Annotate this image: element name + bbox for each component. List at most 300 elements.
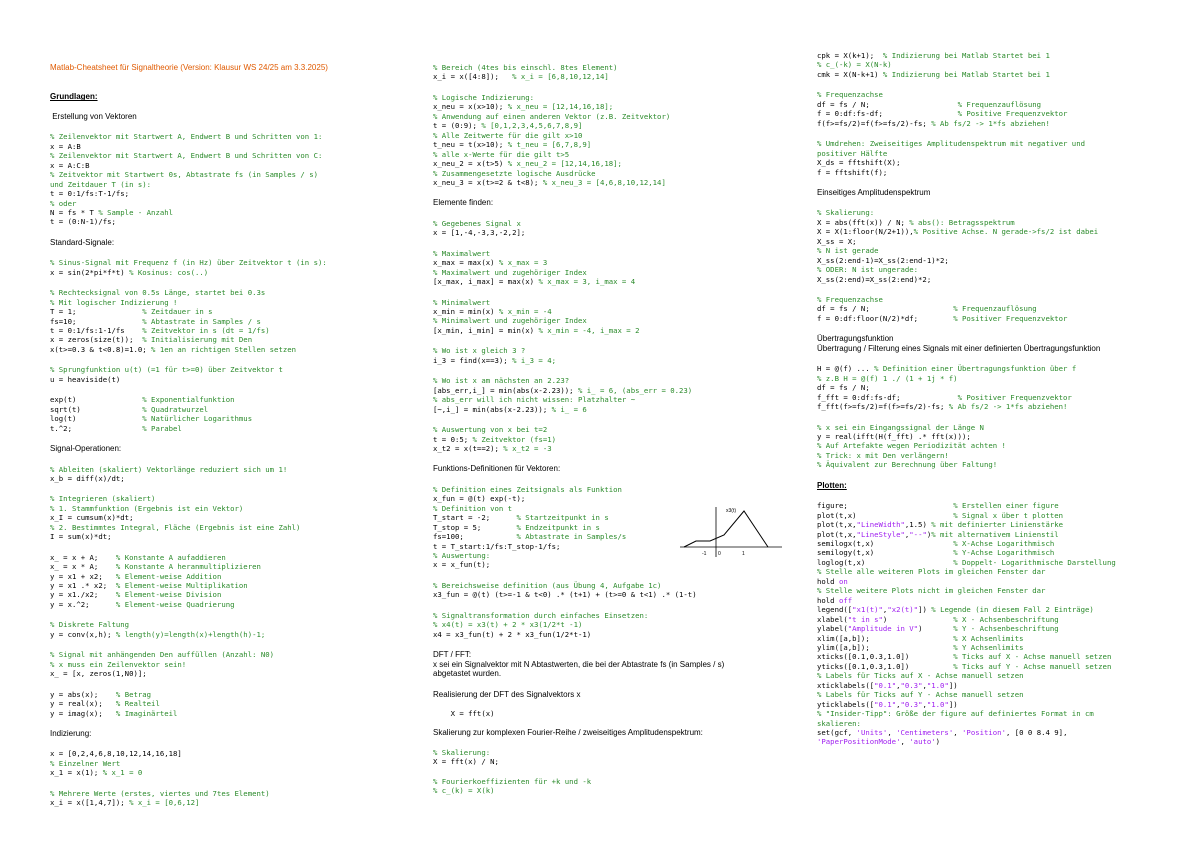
line-code	[433, 444, 552, 453]
code-comment: % Parabel	[142, 423, 182, 433]
line-code	[433, 178, 666, 187]
code-token: cmk = X(N-k+1)	[817, 69, 883, 79]
code-comment: % X Achsenlimits	[953, 633, 1024, 643]
code-token: ])	[948, 699, 958, 709]
code-token: fs=100;	[433, 532, 517, 542]
line-code	[50, 798, 199, 807]
line-code	[817, 501, 1059, 510]
line-mix	[817, 605, 1094, 614]
code-comment: % Realteil	[115, 699, 160, 709]
line-cm: % Auswertung von x bei t=2	[433, 425, 548, 435]
code-token: X = fft(x) / N;	[433, 757, 499, 767]
code-token: f = fftshift(f);	[817, 167, 888, 177]
code-token: xlabel(	[817, 614, 848, 624]
code-token: x = zeros(size(t));	[50, 335, 143, 345]
code-token: y = real(ifft(H(f_fft) .* fft(x)));	[817, 431, 971, 441]
line-code	[50, 553, 226, 562]
line-mix	[817, 520, 1063, 529]
code-comment: % Endzeitpunkt in s	[516, 522, 600, 532]
code-token: t_neu = t(x>10);	[433, 140, 508, 150]
code-comment: % x_min = -4	[498, 307, 552, 316]
line-code	[433, 786, 495, 795]
line-mix	[817, 596, 852, 605]
code-token: X = X(1:floor(N/2+1)),	[817, 227, 914, 237]
code-comment: % Element-weise Quadrierung	[115, 599, 235, 609]
code-comment: % Frequenzauflösung	[953, 304, 1037, 314]
code-token: ])	[948, 680, 958, 690]
code-token: ,	[953, 728, 963, 737]
code-comment: % Konstante A aufaddieren	[115, 552, 226, 562]
line-prose: Indizierung:	[50, 728, 92, 738]
line-cm: % alle x-Werte für die gilt t>5	[433, 149, 570, 159]
line-cm: % x4(t) = x3(t) + 2 * x3(1/2*t -1)	[433, 620, 583, 630]
code-token: N = fs * T	[50, 207, 99, 217]
line-mix	[817, 737, 940, 746]
code-comment: % Positiver Frequenzvektor	[957, 392, 1072, 402]
code-comment: % Natürlicher Logarithmus	[142, 414, 253, 424]
line-code	[433, 542, 560, 551]
code-token: df = fs / N;	[817, 383, 870, 393]
code-token: x_ = x + A;	[50, 552, 116, 562]
code-token: H = @(f) ...	[817, 364, 875, 374]
code-token: x_i = x([1,4,7]);	[50, 798, 130, 808]
line-code	[817, 100, 1041, 109]
line-code	[50, 590, 221, 599]
code-token: t = (0:N-1)/fs;	[50, 217, 116, 227]
code-token: df = fs / N;	[817, 304, 954, 314]
code-token: ,	[896, 699, 901, 709]
code-comment: % Legende (in diesem Fall 2 Einträge)	[931, 605, 1094, 615]
line-cm: % Auswertung:	[433, 551, 491, 560]
code-comment: % abs(): Betragsspektrum	[909, 217, 1015, 227]
line-mix	[817, 728, 1067, 737]
code-token: x = A:B	[50, 141, 81, 151]
code-comment: % Indizierung bei Matlab Startet bei 1	[882, 51, 1050, 60]
code-token: hold	[817, 595, 839, 605]
code-comment: % Ab fs/2 -> 1*fs abziehen!	[931, 118, 1050, 128]
code-comment: % Doppelt- Logarithmische Darstellung	[953, 557, 1116, 567]
line-code	[817, 227, 1098, 236]
code-token: x_max = max(x)	[433, 258, 499, 268]
line-code	[433, 386, 692, 395]
line-code	[50, 581, 248, 590]
code-token: X_ss = X;	[817, 236, 857, 246]
code-token: 'PaperPositionMode'	[817, 737, 901, 747]
line-code	[50, 317, 261, 326]
line-code	[817, 383, 870, 392]
code-comment: % Exponentialfunktion	[142, 395, 235, 405]
code-token: t = 0:1/fs:1-1/fs	[50, 326, 143, 335]
line-code	[50, 345, 296, 354]
code-comment: % Sample - Anzahl	[98, 207, 174, 217]
line-cm: % ODER: N ist ungerade:	[817, 265, 919, 275]
line-code	[433, 258, 547, 267]
code-token: "--"	[909, 529, 927, 539]
code-token: X = abs(fft(x)) / N;	[817, 217, 910, 227]
code-comment: % x_i = [0,6,12]	[129, 798, 200, 808]
line-cm: % Signal mit anhängenden Den auffüllen (Anzahl: N0)	[50, 650, 275, 660]
code-token: df = fs / N;	[817, 99, 958, 109]
line-cm: % Zeilenvektor mit Startwert A, Endwert B und Schritten von 1:	[50, 132, 323, 142]
line-code	[817, 168, 887, 177]
code-token: y = conv(x,h);	[50, 629, 116, 639]
code-token: loglog(t,x)	[817, 557, 954, 567]
line-cm: % Mehrere Werte (erstes, viertes und 7tes Element)	[50, 788, 270, 798]
line-cm: % Zeilenvektor mit Startwert A, Endwert B und Schritten von C:	[50, 151, 323, 161]
line-prose: DFT / FFT:	[433, 650, 472, 660]
code-token: f_fft(f>=fs/2)=f(f>=fs/2)-fs;	[817, 402, 949, 412]
code-token: x_neu_3 = x(t>=2 & t<8);	[433, 177, 543, 187]
line-code	[433, 709, 495, 718]
line-code	[50, 562, 261, 571]
line-prose: Signal-Operationen:	[50, 444, 122, 454]
code-token: x_neu_2 = x(t>5)	[433, 159, 508, 169]
code-token: x_b = diff(x)/dt;	[50, 473, 125, 483]
code-token: x = sin(2*pi*f*t)	[50, 267, 130, 277]
code-token: plot(t,x,	[817, 529, 857, 539]
line-cm: % Fourierkoeffizienten für +k und -k	[433, 776, 592, 786]
line-code	[50, 600, 235, 609]
line-code	[817, 51, 1050, 60]
code-comment: % Ticks auf X - Achse manuell setzen	[953, 652, 1112, 662]
code-token: ylim([a,b]);	[817, 642, 954, 652]
line-code	[433, 435, 556, 444]
code-token: x(t>=0.3 & t<0.8)=1.0;	[50, 344, 152, 354]
code-token: x_fun = @(t) exp(-t);	[433, 494, 526, 504]
line-prose: abgetastet wurden.	[433, 669, 502, 679]
code-token: x_neu = x(x>10);	[433, 102, 508, 112]
line-prose: Einseitiges Amplitudenspektrum	[817, 187, 931, 197]
line-cm: % Minimalwert und zugehöriger Index	[433, 316, 587, 326]
line-cm: % Umdrehen: Zweiseitiges Amplitudenspektrum mit negativer und	[817, 139, 1085, 149]
line-cm: % 1. Stammfunktion (Ergebnis ist ein Vektor)	[50, 503, 244, 513]
code-comment: % mit alternativem Linienstil	[931, 529, 1059, 539]
line-cm: % Skalierung:	[817, 208, 875, 218]
line-mix	[817, 624, 1059, 633]
line-code	[50, 268, 208, 277]
line-mix	[817, 577, 848, 586]
line-code	[433, 560, 490, 569]
line-cm: % Labels für Ticks auf Y - Achse manuell setzen	[817, 690, 1024, 700]
figure-label: x3(t)	[726, 508, 736, 514]
line-code	[50, 699, 160, 708]
code-token: ylabel(	[817, 624, 848, 634]
code-token: on	[838, 576, 848, 586]
line-prose: Übertragung / Filterung eines Signals mit einer definierten Übertragungsfunktion	[817, 343, 1101, 353]
line-prose: Elemente finden:	[433, 198, 494, 208]
code-comment: % x_neu_2 = [12,14,16,18];	[507, 159, 622, 169]
code-comment: % x_max = 3	[498, 258, 548, 268]
line-cm: % Maximalwert	[433, 248, 491, 258]
code-token: x4 = x3_fun(t) + 2 * x3_fun(1/2*t-1)	[433, 629, 592, 639]
line-cm: % Frequenzachse	[817, 90, 883, 100]
code-token: u = heaviside(t)	[50, 374, 121, 384]
code-comment: % x_neu = [12,14,16,18];	[507, 102, 614, 112]
code-token: "0.1"	[874, 699, 897, 709]
line-code	[433, 513, 609, 522]
line-cm: % Skalierung:	[433, 747, 491, 757]
code-token: ,	[896, 680, 901, 690]
code-comment: % x_i = [6,8,10,12,14]	[512, 72, 609, 82]
code-token: "LineWidth"	[856, 520, 905, 530]
code-comment: % x_t2 = -3	[503, 443, 552, 453]
code-token: i_3 = find(x==3);	[433, 355, 513, 365]
code-token: sqrt(t)	[50, 404, 143, 414]
line-cm: % Gegebenes Signal x	[433, 218, 521, 228]
code-token: ,	[922, 699, 927, 709]
code-token: "LineStyle"	[856, 529, 905, 539]
line-code	[50, 208, 173, 217]
line-code	[50, 307, 213, 316]
code-token: xlim([a,b]);	[817, 633, 954, 643]
line-code	[50, 326, 270, 335]
triangle-signal-figure	[676, 503, 786, 561]
code-token: 'auto'	[909, 737, 936, 747]
line-cm: und Zeitdauer T (in s):	[50, 179, 152, 189]
line-code	[817, 662, 1111, 671]
line-code	[817, 634, 1023, 643]
line-code	[433, 590, 697, 599]
line-cm: % Mit logischer Indizierung !	[50, 297, 178, 307]
line-code	[433, 307, 552, 316]
line-cm: % Sinus-Signal mit Frequenz f (in Hz) über Zeitvektor t (in s):	[50, 258, 327, 268]
line-cm: % z.B H = @(f) 1 ./ (1 + 1j * f)	[817, 373, 958, 383]
line-prose: x sei ein Signalvektor mit N Abtastwerten, die bei der Abtastrate fs (in Samples / s)	[433, 659, 725, 669]
line-cm: % Stelle weitere Plots nicht im gleichen Fenster dar	[817, 586, 1046, 596]
line-code	[433, 140, 591, 149]
code-token: )	[918, 624, 954, 634]
line-code	[433, 159, 622, 168]
line-code	[50, 375, 120, 384]
line-code	[817, 109, 1067, 118]
line-code	[817, 218, 1015, 227]
line-cm: % abs_err will ich nicht wissen: Platzhalter ~	[433, 395, 636, 405]
code-token: x_t2 = x(t==2);	[433, 443, 504, 453]
code-comment: % t_neu = [6,7,8,9]	[507, 140, 592, 150]
code-comment: % x_max = 3, i_max = 4	[538, 277, 636, 287]
line-cm: % Bereichsweise definition (aus Übung 4, Aufgabe 1c)	[433, 580, 662, 590]
line-prose: Funktions-Definitionen für Vektoren:	[433, 464, 561, 474]
line-code	[50, 669, 147, 678]
line-code	[817, 511, 1063, 520]
code-comment: % Y Achsenlimits	[953, 642, 1024, 652]
code-token: "0.3"	[900, 680, 923, 690]
code-comment: % x_min = -4, i_max = 2	[538, 325, 640, 335]
line-code	[433, 102, 613, 111]
code-comment: % Indizierung bei Matlab Startet bei 1	[882, 69, 1050, 79]
line-cm: % Minimalwert	[433, 297, 491, 307]
code-comment: % Frequenzauflösung	[957, 99, 1042, 109]
code-token: off	[838, 595, 853, 605]
code-comment: % c_(k) = X(k)	[433, 786, 495, 796]
line-cm: % Integrieren (skaliert)	[50, 494, 156, 504]
line-cm: % Zusammengesetzte logische Ausdrücke	[433, 168, 596, 178]
code-comment: % Zeitvektor in s (dt = 1/fs)	[142, 326, 270, 335]
code-comment: % i_ = 6, (abs_err = 0.23)	[577, 385, 693, 395]
code-token: "t in s"	[847, 614, 883, 624]
line-cm: % Ableiten (skaliert) Vektorlänge reduziert sich um 1!	[50, 464, 288, 474]
code-comment: % Ticks auf Y - Achse manuell setzen	[953, 661, 1112, 671]
line-cm: % Äquivalent zur Berechnung über Faltung!	[817, 460, 998, 470]
line-code	[433, 494, 525, 503]
line-cm: % Logische Indizierung:	[433, 92, 535, 102]
line-code	[817, 402, 1067, 411]
line-cm: % Maximalwert und zugehöriger Index	[433, 267, 587, 277]
code-token: ,	[882, 605, 888, 615]
line-cm: % 2. Bestimmtes Integral, Fläche (Ergebnis ist eine Zahl)	[50, 522, 301, 532]
code-comment: % Positive Frequenzvektor	[957, 109, 1068, 119]
code-token: x_1 = x(1);	[50, 768, 103, 778]
code-comment: % Zeitdauer in s	[142, 307, 213, 317]
code-token: ,	[887, 728, 897, 737]
line-code	[433, 532, 626, 541]
line-cm: % Bereich (4tes bis einschl. 8tes Element)	[433, 63, 618, 72]
line-cm: % Signaltransformation durch einfaches Einsetzen:	[433, 610, 649, 620]
code-token: log(t)	[50, 414, 143, 424]
code-token: y = abs(x);	[50, 689, 116, 699]
line-cm: % Trick: x mit Den verlängern!	[817, 450, 949, 460]
line-cm: skalieren:	[817, 718, 861, 728]
code-token: [~,i_] = min(abs(x-2.23));	[433, 404, 552, 414]
line-code	[817, 304, 1037, 313]
code-token: t.^2;	[50, 423, 143, 433]
line-code	[433, 277, 635, 286]
code-comment: % Kosinus: cos(..)	[129, 267, 209, 277]
code-comment: % Erstellen einer figure	[953, 501, 1059, 511]
code-comment: % 1en an richtigen Stellen setzen	[151, 344, 297, 354]
line-mix	[817, 530, 1059, 539]
line-code	[433, 523, 600, 532]
code-token: x = [0,2,4,6,8,10,12,14,16,18]	[50, 749, 182, 759]
line-code	[50, 405, 208, 414]
line-prose: Übertragungsfunktion	[817, 334, 894, 344]
code-token: [abs_err,i_] = min(abs(x-2.23));	[433, 385, 578, 395]
figure-tick: 1	[742, 551, 745, 557]
line-cm: % Anwendung auf einen anderen Vektor (z.B. Zeitvektor)	[433, 111, 671, 121]
code-token: ,	[900, 737, 910, 747]
code-token: legend([	[817, 605, 853, 615]
line-cm: % oder	[50, 198, 77, 208]
line-title: Matlab-Cheatsheet für Signaltheorie (Version: Klausur WS 24/25 am 3.3.2025)	[50, 63, 328, 72]
code-token: t = 0:1/fs:T-1/fs;	[50, 189, 130, 199]
line-head: Plotten:	[817, 480, 847, 490]
line-cm: % Frequenzachse	[817, 295, 883, 304]
line-code	[817, 558, 1116, 567]
line-cm: % c_(-k) = X(N-k)	[817, 60, 892, 70]
code-token: 'Position'	[962, 728, 1006, 737]
code-token: )	[882, 614, 954, 624]
code-token: "x2(t)"	[887, 605, 919, 615]
line-code	[817, 393, 1072, 402]
line-code	[50, 709, 177, 718]
line-cm: % x sei ein Eingangssignal der Länge N	[817, 422, 984, 432]
code-token: x3_fun = @(t) (t>=-1 & t<0) .* (t+1) + (t>=0 & t<1) .* (1-t)	[433, 590, 697, 600]
code-token: T_start = -2;	[433, 513, 517, 523]
code-comment: % length(y)=length(x)+length(h)-1;	[115, 629, 266, 639]
line-code	[50, 142, 81, 151]
code-token: y = x1./x2;	[50, 590, 116, 600]
code-comment: % Signal x über t plotten	[953, 510, 1064, 520]
line-cm: % Einzelner Wert	[50, 758, 121, 768]
code-token: figure;	[817, 501, 954, 511]
line-cm: % Rechtecksignal von 0.5s Länge, startet bei 0.3s	[50, 288, 266, 298]
line-code	[50, 161, 90, 170]
line-code	[433, 757, 499, 766]
code-comment: % [0,1,2,3,4,5,6,7,8,9]	[481, 121, 583, 131]
line-code	[433, 356, 556, 365]
code-comment: % Y-Achse Logarithmisch	[953, 548, 1055, 558]
code-token: "1.0"	[926, 699, 949, 709]
code-comment: % i_3 = 4;	[512, 355, 557, 365]
code-token: t = T_start:1/fs:T_stop-1/fs;	[433, 541, 561, 551]
line-code	[817, 652, 1111, 661]
line-code	[433, 121, 582, 130]
code-comment: % Positive Achse. N gerade->fs/2 ist dabei	[913, 227, 1099, 237]
line-code	[50, 768, 142, 777]
code-comment: % Abtastrate in Samples / s	[142, 316, 261, 326]
code-token: plot(t,x)	[817, 510, 954, 520]
line-code	[50, 572, 221, 581]
code-token: x_min = min(x)	[433, 307, 499, 316]
line-code	[817, 364, 1076, 373]
code-comment: % Definition einer Übertragungsfunktion über f	[874, 364, 1077, 374]
code-comment: % i_ = 6	[551, 404, 587, 414]
code-token: ,1.5)	[904, 520, 932, 530]
code-comment: % x_neu_3 = [4,6,8,10,12,14]	[542, 177, 666, 187]
code-comment: % Initialisierung mit Den	[142, 335, 253, 345]
code-token: yticklabels([	[817, 699, 875, 709]
line-code	[433, 326, 639, 335]
line-cm: % Definition eines Zeitsignals als Funktion	[433, 484, 622, 494]
line-mix	[817, 700, 958, 709]
code-token: "0.3"	[900, 699, 923, 709]
code-token: t = 0:5;	[433, 434, 473, 444]
code-comment: % Ab fs/2 -> 1*fs abziehen!	[948, 402, 1068, 412]
line-code	[817, 237, 857, 246]
code-token: f = 0:df:fs-df;	[817, 109, 958, 119]
line-code	[50, 189, 129, 198]
line-cm: % Auf Artefakte wegen Periodizität achten !	[817, 441, 1006, 451]
line-code	[817, 275, 931, 284]
code-token: 'Centimeters'	[896, 728, 954, 737]
code-comment: % Positiver Frequenzvektor	[953, 313, 1068, 323]
line-code	[50, 474, 125, 483]
code-comment: % mit definierter Linienstärke	[931, 520, 1064, 530]
code-token: I = sum(x)*dt;	[50, 532, 112, 542]
line-code	[50, 414, 252, 423]
line-prose: Skalierung zur komplexen Fourier-Reihe / zweiseitiges Amplitudenspektrum:	[433, 728, 703, 738]
code-token: f = 0:df:floor(N/2)*df;	[817, 313, 954, 323]
code-comment: % Imaginärteil	[115, 708, 178, 718]
line-code	[50, 630, 265, 639]
line-cm: % Definition von t	[433, 503, 513, 513]
figure-tick: -1	[702, 551, 707, 557]
line-code	[50, 532, 112, 541]
code-token: "0.1"	[874, 680, 897, 690]
code-token: ,	[922, 680, 927, 690]
code-comment: % Abtastrate in Samples/s	[516, 532, 627, 542]
line-code	[433, 630, 591, 639]
code-token: yticks([0.1,0.3,1.0])	[817, 661, 954, 671]
figure-signal-line	[684, 511, 768, 547]
line-code	[817, 158, 900, 167]
line-code	[817, 432, 971, 441]
code-token: hold	[817, 576, 839, 586]
line-code	[433, 228, 525, 237]
code-token: X_ds = fftshift(X);	[817, 158, 901, 168]
code-comment: % Element-weise Multiplikation	[115, 581, 248, 590]
code-comment: % Element-weise Addition	[115, 571, 222, 581]
